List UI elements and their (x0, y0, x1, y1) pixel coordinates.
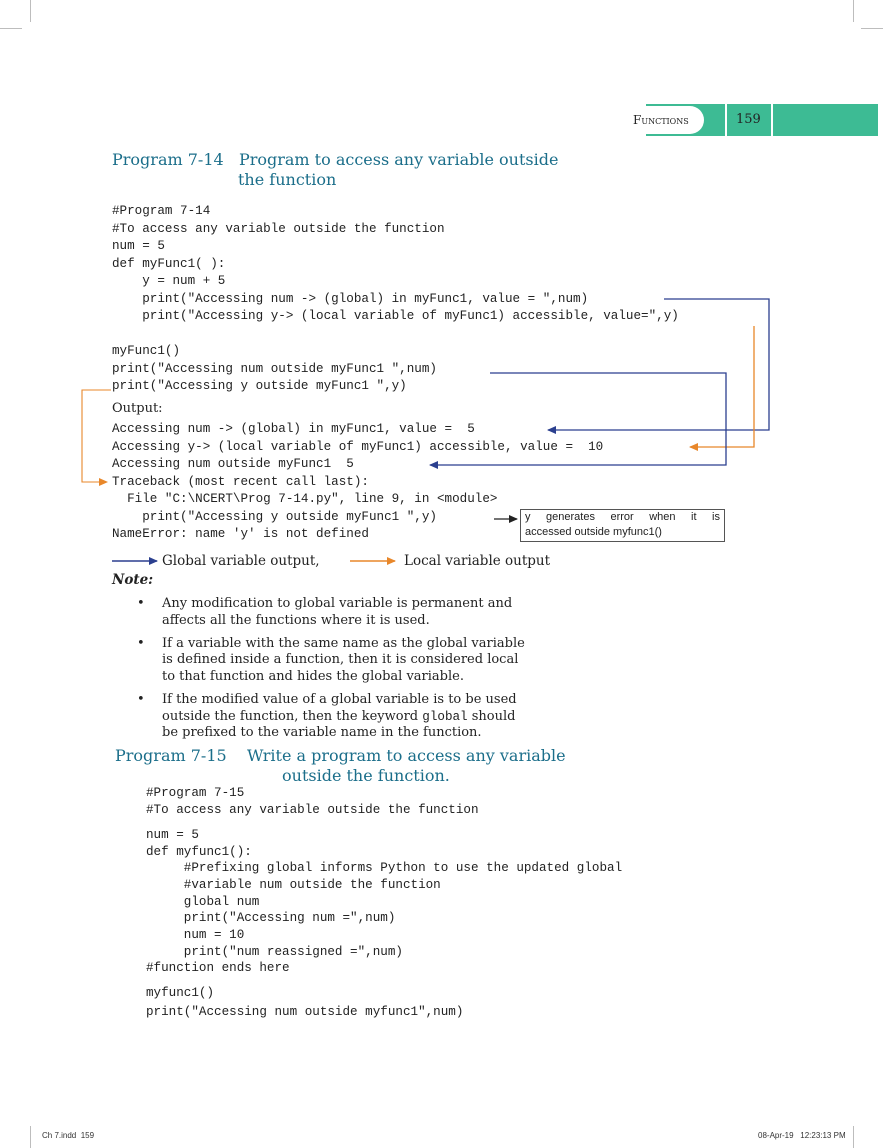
program-15-title-line1: Program 7-15 Write a program to access any variable (115, 746, 566, 765)
code-line: num = 5 (112, 239, 165, 253)
error-note-line2: accessed outside myfunc1() (525, 526, 662, 538)
output-line: Accessing num -> (global) in myFunc1, value = 5 (112, 422, 475, 436)
note-item-3-post: should (467, 709, 516, 724)
legend-global-label: Global variable output, (162, 553, 320, 569)
output-line: Accessing y-> (local variable of myFunc1) accessible, value = 10 (112, 440, 604, 454)
code-line: #To access any variable outside the function (112, 222, 445, 236)
legend-local-label: Local variable output (404, 553, 551, 569)
note-item-3-line1: If the modified value of a global variable is to be used (162, 692, 517, 707)
program-15-title-line2: outside the function. (282, 766, 450, 785)
note-item-3-pre: outside the function, then the keyword (162, 709, 423, 724)
program-14-title-line1: Program 7-14 Program to access any variable outside (112, 150, 559, 169)
error-arrow (82, 390, 111, 482)
note-item-3-line3: be prefixed to the variable name in the function. (162, 725, 482, 740)
output-line: Accessing num outside myFunc1 5 (112, 457, 354, 471)
code-line: print("Accessing num -> (global) in myFunc1, value = ",num) (112, 292, 589, 306)
code-line: print("Accessing num =",num) (146, 911, 396, 925)
code-line: global num (146, 895, 260, 909)
code-line: #variable num outside the function (146, 878, 441, 892)
code-line: #Program 7-14 (112, 204, 211, 218)
output-line: NameError: name 'y' is not defined (112, 527, 369, 541)
note-item-3-line2 (162, 709, 515, 726)
note-heading: Note: (112, 572, 154, 588)
code-line: print("Accessing num outside myFunc1 ",num) (112, 362, 437, 376)
code-line: def myfunc1(): (146, 845, 252, 859)
bullet: • (137, 636, 145, 651)
note-item-2-line1: If a variable with the same name as the global variable (162, 636, 525, 651)
global-arrow-1 (548, 299, 769, 430)
code-line: #function ends here (146, 961, 290, 975)
code-line: #Prefixing global informs Python to use the updated global (146, 861, 623, 875)
footer-file-info: Ch 7.indd 159 (42, 1131, 95, 1140)
note-item-2-line3: to that function and hides the global variable. (162, 669, 464, 684)
note-item-2-line2: is defined inside a function, then it is considered local (162, 652, 519, 667)
code-line: print("num reassigned =",num) (146, 945, 403, 959)
output-line: File "C:\NCERT\Prog 7-14.py", line 9, in <module> (112, 492, 498, 506)
code-line: myfunc1() (146, 986, 215, 1000)
code-line: num = 10 (146, 928, 245, 942)
keyword-global: global (422, 710, 468, 724)
code-line: print("Accessing y outside myFunc1 ",y) (112, 379, 407, 393)
note-item-1-line2: affects all the functions where it is used. (162, 613, 430, 628)
code-line: y = num + 5 (112, 274, 226, 288)
code-line: #Program 7-15 (146, 786, 245, 800)
footer-timestamp: 08-Apr-19 12:23:13 PM (758, 1131, 846, 1140)
header-section-title: Functions (633, 113, 689, 127)
bullet: • (137, 596, 145, 611)
global-arrow-2 (430, 373, 726, 465)
code-line: print("Accessing y-> (local variable of myFunc1) accessible, value=",y) (112, 309, 679, 323)
page-number: 159 (736, 112, 761, 127)
code-line: #To access any variable outside the function (146, 803, 479, 817)
output-line: print("Accessing y outside myFunc1 ",y) (112, 510, 437, 524)
output-label: Output: (112, 401, 163, 416)
local-arrow (690, 326, 754, 447)
error-note-line1: y generates error when it is (525, 511, 720, 523)
code-line: print("Accessing num outside myfunc1",num) (146, 1005, 464, 1019)
code-line: num = 5 (146, 828, 199, 842)
code-line: myFunc1() (112, 344, 181, 358)
bullet: • (137, 692, 145, 707)
program-14-title-line2: the function (238, 170, 337, 189)
output-line: Traceback (most recent call last): (112, 475, 369, 489)
note-item-1-line1: Any modification to global variable is permanent and (162, 596, 513, 611)
code-line: def myFunc1( ): (112, 257, 226, 271)
